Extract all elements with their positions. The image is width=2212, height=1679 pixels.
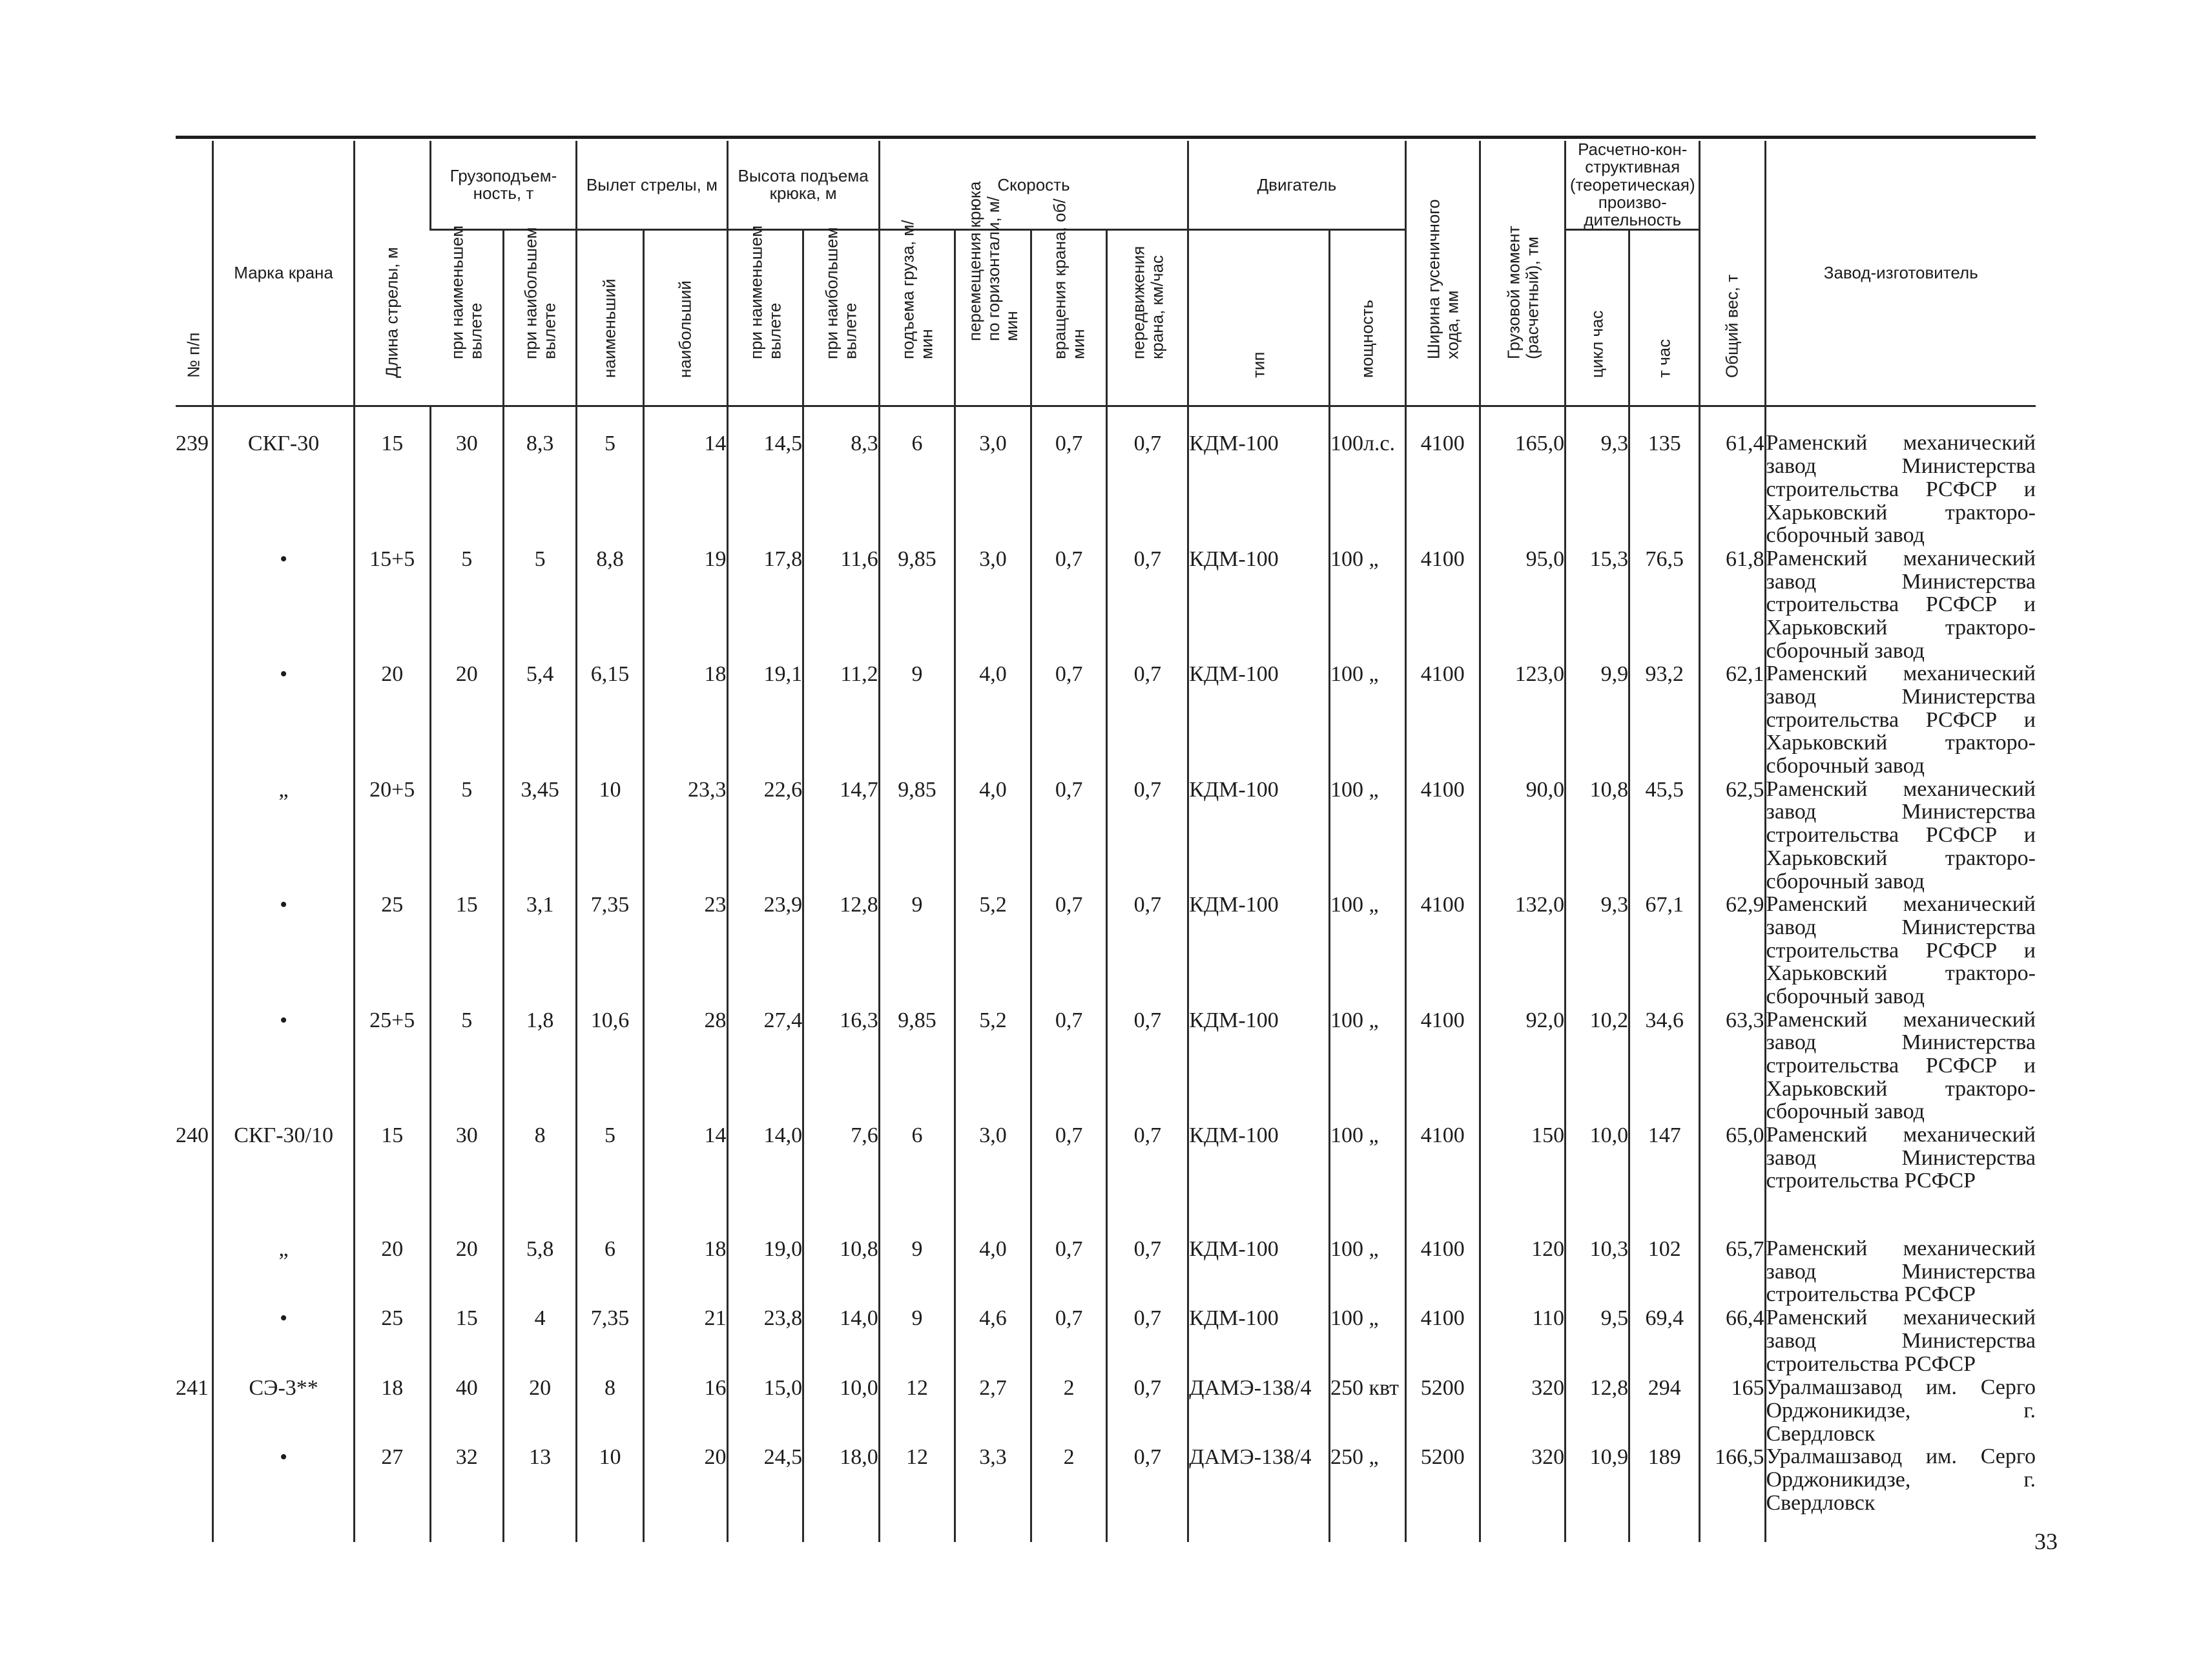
cell-q2: 5 <box>503 547 576 662</box>
cell-h1: 23,8 <box>727 1306 803 1376</box>
header-hook-min: при наименьшем вылете <box>727 230 803 406</box>
cell-r2: 18 <box>643 1237 727 1306</box>
cell-v1: 9 <box>879 1306 955 1376</box>
header-engine-power: мощность <box>1329 230 1405 406</box>
cell-w: 62,5 <box>1700 778 1765 893</box>
cell-m: 110 <box>1480 1306 1566 1376</box>
cell-m: 92,0 <box>1480 1008 1566 1123</box>
cell-w: 62,1 <box>1700 662 1765 777</box>
cell-v4: 0,7 <box>1107 1123 1188 1237</box>
cell-t: 76,5 <box>1629 547 1700 662</box>
cell-n <box>176 1306 213 1376</box>
cell-mark: • <box>213 893 355 1008</box>
cell-et: КДМ-100 <box>1188 1008 1330 1123</box>
cell-c: 9,9 <box>1566 662 1629 777</box>
cell-v3: 0,7 <box>1031 406 1107 547</box>
cell-v1: 6 <box>879 406 955 547</box>
table-row <box>176 893 2036 1008</box>
cell-v1: 9,85 <box>879 547 955 662</box>
cell-h2: 11,6 <box>803 547 880 662</box>
header-hook-max: при наибольшем вылете <box>803 230 880 406</box>
cell-ep: 100 „ <box>1329 893 1405 1008</box>
cell-r1: 10 <box>577 1445 643 1542</box>
cell-v2: 5,2 <box>955 1008 1031 1123</box>
cell-m: 120 <box>1480 1237 1566 1306</box>
cell-w: 62,9 <box>1700 893 1765 1008</box>
cell-n <box>176 893 213 1008</box>
header-track-width: Ширина гусеничного хода, мм <box>1405 141 1480 406</box>
cell-r1: 10 <box>577 778 643 893</box>
cell-w: 61,8 <box>1700 547 1765 662</box>
cell-mark: • <box>213 1306 355 1376</box>
cell-r1: 5 <box>577 1123 643 1237</box>
cell-v3: 2 <box>1031 1376 1107 1445</box>
header-engine-group: Двигатель <box>1188 141 1405 230</box>
cell-v4: 0,7 <box>1107 1445 1188 1542</box>
cell-h1: 24,5 <box>727 1445 803 1542</box>
cell-v2: 4,0 <box>955 1237 1031 1306</box>
header-mark: Марка крана <box>213 141 355 406</box>
cell-ep: 100 „ <box>1329 1237 1405 1306</box>
cell-c: 10,2 <box>1566 1008 1629 1123</box>
cell-mark: СКГ-30/10 <box>213 1123 355 1237</box>
cell-v3: 0,7 <box>1031 1306 1107 1376</box>
cell-v2: 3,0 <box>955 1123 1031 1237</box>
cell-tw: 4100 <box>1405 1123 1480 1237</box>
cell-h2: 8,3 <box>803 406 880 547</box>
header-speed-hook: перемещения крюка по горизонтали, м/мин <box>955 230 1031 406</box>
cell-L: 15 <box>354 1123 430 1237</box>
cell-f: Раменский механический завод Министерства строительства РСФСР <box>1766 1236 2036 1307</box>
cell-v1: 9,85 <box>879 1008 955 1123</box>
header-speed-travel: передвижения крана, км/час <box>1107 230 1188 406</box>
cell-L: 20 <box>354 662 430 777</box>
cell-mark: • <box>213 547 355 662</box>
header-reach-min: наименьший <box>577 230 643 406</box>
cell-t: 45,5 <box>1629 778 1700 893</box>
cell-v2: 5,2 <box>955 893 1031 1008</box>
cell-r1: 10,6 <box>577 1008 643 1123</box>
cell-c: 10,8 <box>1566 778 1629 893</box>
table-row <box>176 1008 2036 1123</box>
table-row <box>176 662 2036 777</box>
cell-c: 9,5 <box>1566 1306 1629 1376</box>
cell-ep: 100 „ <box>1329 1008 1405 1123</box>
cell-q1: 15 <box>430 893 503 1008</box>
cell-m: 132,0 <box>1480 893 1566 1008</box>
cell-q1: 40 <box>430 1376 503 1445</box>
cell-t: 135 <box>1629 406 1700 547</box>
cell-h1: 15,0 <box>727 1376 803 1445</box>
cell-q2: 8,3 <box>503 406 576 547</box>
cell-tw: 5200 <box>1405 1376 1480 1445</box>
cell-w: 61,4 <box>1700 406 1765 547</box>
cell-mark: „ <box>213 778 355 893</box>
cell-w: 66,4 <box>1700 1306 1765 1376</box>
cell-h1: 14,5 <box>727 406 803 547</box>
cell-mark: „ <box>213 1237 355 1306</box>
cell-L: 25 <box>354 1306 430 1376</box>
cell-tw: 4100 <box>1405 547 1480 662</box>
cell-mark: СКГ-30 <box>213 406 355 547</box>
cell-m: 95,0 <box>1480 547 1566 662</box>
cell-t: 67,1 <box>1629 893 1700 1008</box>
cell-v4: 0,7 <box>1107 1008 1188 1123</box>
top-rule <box>176 136 2036 139</box>
cell-w: 166,5 <box>1700 1445 1765 1542</box>
cell-L: 25+5 <box>354 1008 430 1123</box>
cell-w: 65,0 <box>1700 1123 1765 1237</box>
cell-q2: 5,8 <box>503 1237 576 1306</box>
table-row <box>176 1445 2036 1542</box>
cell-v3: 0,7 <box>1031 662 1107 777</box>
cell-f: Уралмашзавод им. Серго Орджоникидзе, г. Свердловск <box>1765 1445 2036 1542</box>
cell-et: КДМ-100 <box>1188 1237 1330 1306</box>
header-prod-tons: т час <box>1629 230 1700 406</box>
header-moment: Грузовой момент (расчетный), тм <box>1480 141 1566 406</box>
cell-tw: 4100 <box>1405 406 1480 547</box>
cell-L: 20+5 <box>354 778 430 893</box>
cell-m: 90,0 <box>1480 778 1566 893</box>
cell-t: 34,6 <box>1629 1008 1700 1123</box>
cell-ep: 250 „ <box>1329 1445 1405 1542</box>
cell-t: 69,4 <box>1629 1306 1700 1376</box>
page-number: 33 <box>2034 1528 2058 1554</box>
cell-r1: 8,8 <box>577 547 643 662</box>
cell-h2: 10,8 <box>803 1237 880 1306</box>
cell-h1: 23,9 <box>727 893 803 1008</box>
cell-ep: 100 „ <box>1329 1306 1405 1376</box>
cell-v1: 9 <box>879 662 955 777</box>
cell-h2: 12,8 <box>803 893 880 1008</box>
cell-m: 165,0 <box>1480 406 1566 547</box>
cell-h1: 14,0 <box>727 1123 803 1237</box>
cell-q2: 20 <box>503 1376 576 1445</box>
header-prod-cycles: цикл час <box>1566 230 1629 406</box>
cell-q1: 32 <box>430 1445 503 1542</box>
cell-r2: 18 <box>643 662 727 777</box>
cell-v3: 0,7 <box>1031 893 1107 1008</box>
cell-v4: 0,7 <box>1107 1306 1188 1376</box>
cell-tw: 4100 <box>1405 662 1480 777</box>
table-row <box>176 1237 2036 1306</box>
cell-et: КДМ-100 <box>1188 547 1330 662</box>
cell-v4: 0,7 <box>1107 1376 1188 1445</box>
header-speed-group: Скорость <box>879 141 1188 230</box>
cell-f: Раменский механический завод Министерства строительства РСФСР и Харьковский тракторосборочный завод <box>1766 662 2036 778</box>
cell-h2: 10,0 <box>803 1376 880 1445</box>
cell-v2: 2,7 <box>955 1376 1031 1445</box>
cell-v4: 0,7 <box>1107 662 1188 777</box>
cell-q2: 1,8 <box>503 1008 576 1123</box>
header-weight: Общий вес, т <box>1700 141 1765 406</box>
cell-t: 102 <box>1629 1237 1700 1306</box>
cell-f: Раменский механический завод Министерства строительства РСФСР и Харьковский тракторосборочный завод <box>1765 406 2036 547</box>
cell-L: 18 <box>354 1376 430 1445</box>
cell-v1: 12 <box>879 1445 955 1542</box>
cell-r1: 7,35 <box>577 893 643 1008</box>
cell-q2: 4 <box>503 1306 576 1376</box>
cell-c: 9,3 <box>1566 893 1629 1008</box>
cell-r1: 6 <box>577 1237 643 1306</box>
cell-q1: 30 <box>430 406 503 547</box>
cell-q1: 5 <box>430 547 503 662</box>
table-row <box>176 547 2036 662</box>
cell-q2: 5,4 <box>503 662 576 777</box>
cell-r1: 7,35 <box>577 1306 643 1376</box>
cell-r2: 19 <box>643 547 727 662</box>
cell-r2: 14 <box>643 1123 727 1237</box>
cell-c: 10,3 <box>1566 1237 1629 1306</box>
cell-c: 10,0 <box>1566 1123 1629 1237</box>
cell-h2: 11,2 <box>803 662 880 777</box>
cell-q2: 13 <box>503 1445 576 1542</box>
cell-r2: 20 <box>643 1445 727 1542</box>
cell-tw: 4100 <box>1405 893 1480 1008</box>
cell-r2: 14 <box>643 406 727 547</box>
cell-v1: 9 <box>879 893 955 1008</box>
table-row <box>176 406 2036 547</box>
cell-h1: 19,1 <box>727 662 803 777</box>
cell-et: КДМ-100 <box>1188 1123 1330 1237</box>
cell-v2: 4,0 <box>955 662 1031 777</box>
cell-h2: 7,6 <box>803 1123 880 1237</box>
cell-et: ДАМЭ-138/4 <box>1188 1376 1330 1445</box>
cell-et: ДАМЭ-138/4 <box>1188 1445 1330 1542</box>
cell-f: Уралмашзавод им. Серго Орджоникидзе, г. Свердловск <box>1766 1375 2036 1446</box>
header-boom-length: Длина стрелы, м <box>354 141 430 406</box>
cell-v1: 9,85 <box>879 778 955 893</box>
cell-t: 189 <box>1629 1445 1700 1542</box>
cell-f: Раменский механический завод Министерства строительства РСФСР <box>1765 1123 2036 1237</box>
cell-h1: 22,6 <box>727 778 803 893</box>
cell-q1: 5 <box>430 1008 503 1123</box>
header-speed-rotation: вращения крана, об/мин <box>1031 230 1107 406</box>
cell-n <box>176 1237 213 1306</box>
cell-v1: 6 <box>879 1123 955 1237</box>
cell-tw: 4100 <box>1405 1237 1480 1306</box>
crane-table <box>176 141 2036 1542</box>
cell-q1: 15 <box>430 1306 503 1376</box>
cell-c: 15,3 <box>1566 547 1629 662</box>
cell-mark: • <box>213 1445 355 1542</box>
cell-f: Раменский механический завод Министерства строительства РСФСР и Харьковский тракторосборочный завод <box>1766 777 2036 893</box>
cell-tw: 4100 <box>1405 1306 1480 1376</box>
cell-r2: 21 <box>643 1306 727 1376</box>
cell-h2: 14,0 <box>803 1306 880 1376</box>
cell-r1: 8 <box>577 1376 643 1445</box>
cell-L: 27 <box>354 1445 430 1542</box>
cell-q1: 5 <box>430 778 503 893</box>
cell-ep: 100 „ <box>1329 1123 1405 1237</box>
cell-v2: 4,6 <box>955 1306 1031 1376</box>
cell-ep: 100 „ <box>1329 547 1405 662</box>
cell-et: КДМ-100 <box>1188 778 1330 893</box>
cell-f: Раменский механический завод Министерства строительства РСФСР и Харьковский тракторосборочный завод <box>1766 1007 2036 1124</box>
cell-n <box>176 1008 213 1123</box>
cell-r2: 16 <box>643 1376 727 1445</box>
cell-n <box>176 1445 213 1542</box>
cell-ep: 100л.с. <box>1329 406 1405 547</box>
header-capacity-min: при наименьшем вылете <box>430 230 503 406</box>
cell-ep: 100 „ <box>1329 778 1405 893</box>
cell-et: КДМ-100 <box>1188 406 1330 547</box>
cell-v1: 12 <box>879 1376 955 1445</box>
cell-v4: 0,7 <box>1107 1237 1188 1306</box>
cell-v2: 3,3 <box>955 1445 1031 1542</box>
cell-tw: 5200 <box>1405 1445 1480 1542</box>
cell-f: Раменский механический завод Министерства строительства РСФСР <box>1766 1306 2036 1376</box>
cell-q2: 8 <box>503 1123 576 1237</box>
cell-v3: 2 <box>1031 1445 1107 1542</box>
cell-n <box>176 778 213 893</box>
cell-L: 15+5 <box>354 547 430 662</box>
cell-v3: 0,7 <box>1031 778 1107 893</box>
cell-v1: 9 <box>879 1237 955 1306</box>
header-engine-type: тип <box>1188 230 1330 406</box>
header-capacity-group: Грузоподъемность, т <box>430 141 577 230</box>
cell-t: 147 <box>1629 1123 1700 1237</box>
cell-v3: 0,7 <box>1031 1008 1107 1123</box>
cell-v4: 0,7 <box>1107 547 1188 662</box>
cell-tw: 4100 <box>1405 1008 1480 1123</box>
cell-w: 63,3 <box>1700 1008 1765 1123</box>
cell-m: 320 <box>1480 1376 1566 1445</box>
cell-tw: 4100 <box>1405 778 1480 893</box>
cell-v3: 0,7 <box>1031 1237 1107 1306</box>
cell-et: КДМ-100 <box>1188 893 1330 1008</box>
cell-t: 294 <box>1629 1376 1700 1445</box>
cell-r1: 6,15 <box>577 662 643 777</box>
cell-h2: 16,3 <box>803 1008 880 1123</box>
cell-q1: 20 <box>430 662 503 777</box>
header-factory: Завод-изготовитель <box>1765 141 2036 406</box>
cell-h1: 19,0 <box>727 1237 803 1306</box>
cell-q1: 30 <box>430 1123 503 1237</box>
cell-n <box>176 662 213 777</box>
cell-h2: 14,7 <box>803 778 880 893</box>
table-row <box>176 1306 2036 1376</box>
cell-m: 320 <box>1480 1445 1566 1542</box>
cell-ep: 250 квт <box>1329 1376 1405 1445</box>
cell-q2: 3,45 <box>503 778 576 893</box>
cell-L: 25 <box>354 893 430 1008</box>
cell-r2: 23,3 <box>643 778 727 893</box>
cell-et: КДМ-100 <box>1188 662 1330 777</box>
cell-mark: СЭ-3** <box>213 1376 355 1445</box>
cell-v2: 3,0 <box>955 406 1031 547</box>
cell-q1: 20 <box>430 1237 503 1306</box>
cell-ep: 100 „ <box>1329 662 1405 777</box>
table-row <box>176 778 2036 893</box>
cell-v4: 0,7 <box>1107 893 1188 1008</box>
header-speed-lift: подъема груза, м/мин <box>879 230 955 406</box>
cell-n: 239 <box>176 432 209 456</box>
cell-r2: 23 <box>643 893 727 1008</box>
cell-m: 123,0 <box>1480 662 1566 777</box>
cell-q2: 3,1 <box>503 893 576 1008</box>
cell-v3: 0,7 <box>1031 547 1107 662</box>
cell-m: 150 <box>1480 1123 1566 1237</box>
table-row <box>176 1376 2036 1445</box>
cell-n <box>176 547 213 662</box>
cell-h1: 17,8 <box>727 547 803 662</box>
cell-n: 241 <box>176 1376 209 1401</box>
header-reach-max: наибольший <box>643 230 727 406</box>
cell-h2: 18,0 <box>803 1445 880 1542</box>
cell-f: Раменский механический завод Министерства строительства РСФСР и Харьковский тракторосборочный завод <box>1766 892 2036 1008</box>
cell-w: 165 <box>1700 1376 1765 1445</box>
cell-f: Раменский механический завод Министерства строительства РСФСР и Харьковский тракторосборочный завод <box>1766 546 2036 663</box>
cell-c: 10,9 <box>1566 1445 1629 1542</box>
header-reach-group: Вылет стрелы, м <box>577 141 727 230</box>
cell-v4: 0,7 <box>1107 406 1188 547</box>
header-productivity-group: Расчетно-конструктивная (теоретическая) производительность <box>1566 141 1700 230</box>
header-hook-group: Высота подъема крюка, м <box>727 141 879 230</box>
cell-h1: 27,4 <box>727 1008 803 1123</box>
cell-r2: 28 <box>643 1008 727 1123</box>
cell-L: 15 <box>354 406 430 547</box>
cell-et: КДМ-100 <box>1188 1306 1330 1376</box>
cell-n: 240 <box>176 1123 209 1148</box>
cell-mark: • <box>213 1008 355 1123</box>
header-num: № п/п <box>176 141 213 406</box>
header-capacity-max: при наибольшем вылете <box>503 230 576 406</box>
table-row <box>176 1123 2036 1237</box>
cell-v3: 0,7 <box>1031 1123 1107 1237</box>
cell-r1: 5 <box>577 406 643 547</box>
cell-t: 93,2 <box>1629 662 1700 777</box>
cell-v2: 3,0 <box>955 547 1031 662</box>
cell-mark: • <box>213 662 355 777</box>
cell-v2: 4,0 <box>955 778 1031 893</box>
cell-w: 65,7 <box>1700 1237 1765 1306</box>
cell-L: 20 <box>354 1237 430 1306</box>
cell-c: 9,3 <box>1566 406 1629 547</box>
cell-v4: 0,7 <box>1107 778 1188 893</box>
cell-c: 12,8 <box>1566 1376 1629 1445</box>
